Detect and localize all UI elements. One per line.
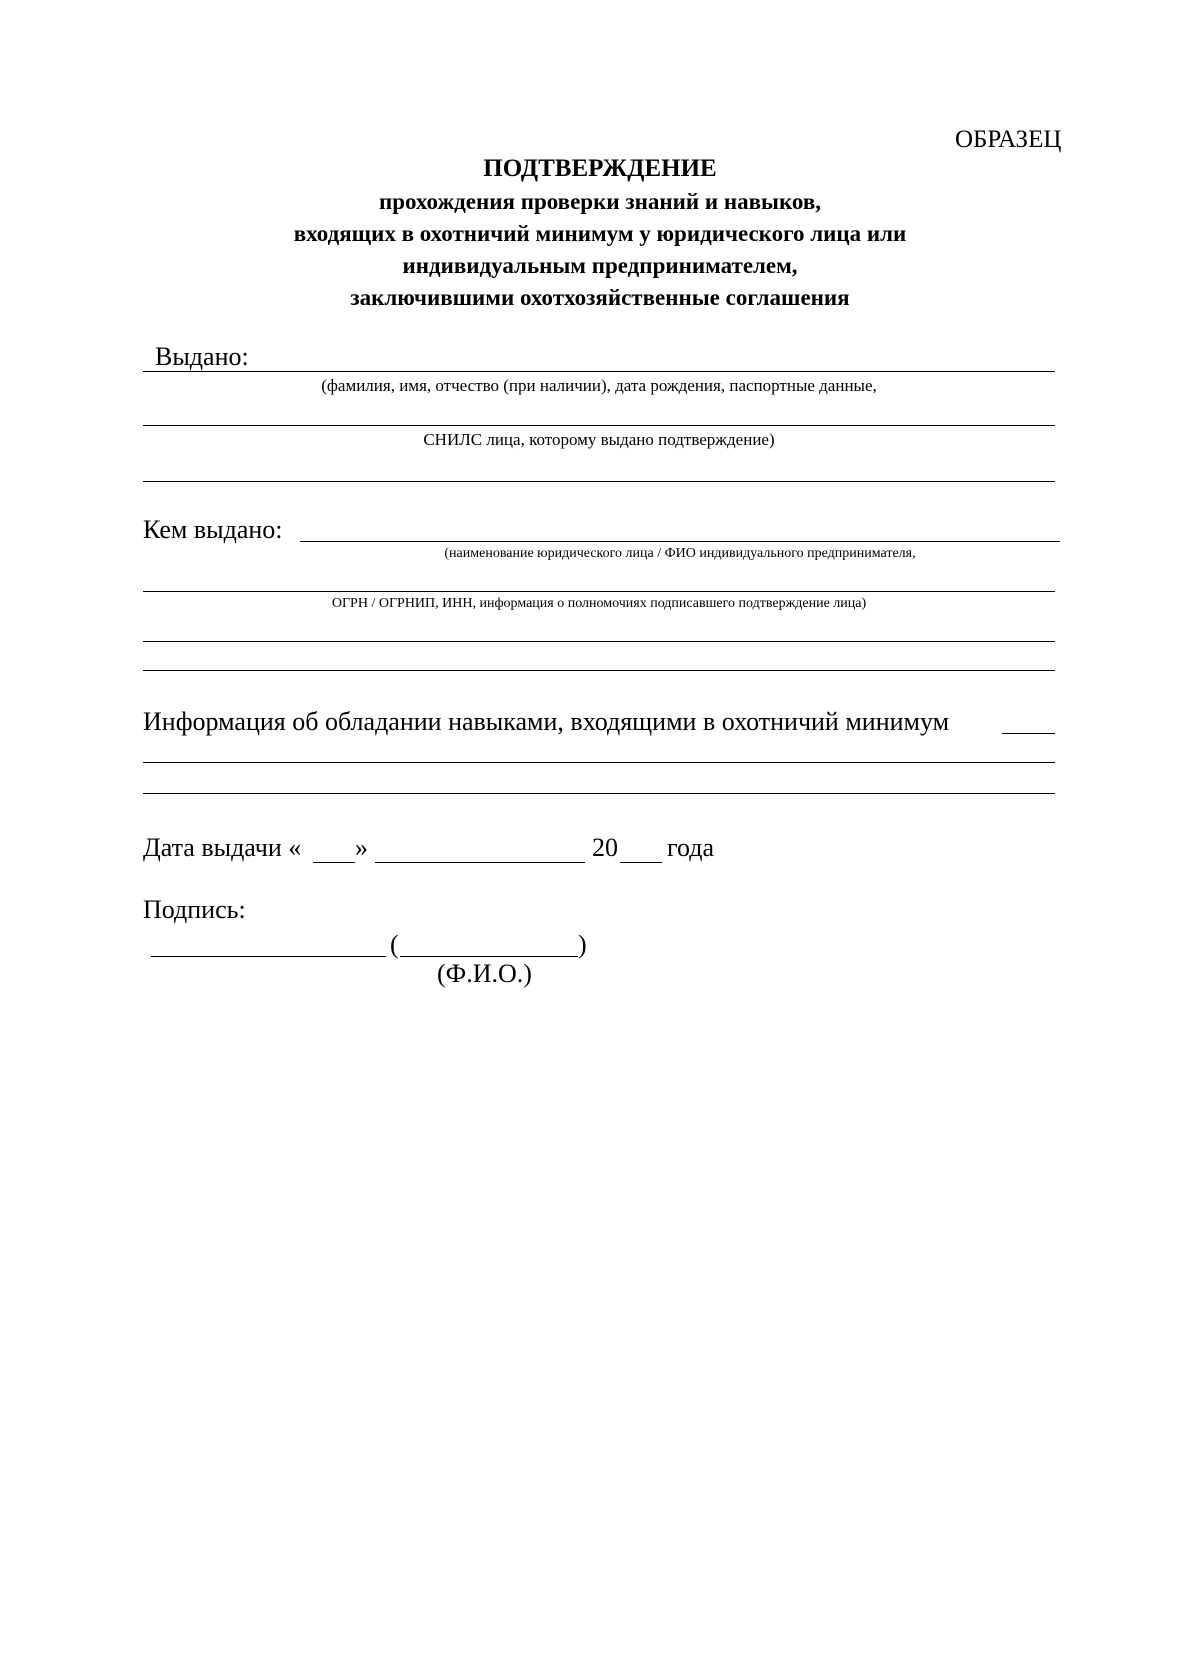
sample-stamp-label: ОБРАЗЕЦ xyxy=(955,126,1062,153)
issued-to-line-1 xyxy=(143,371,1055,372)
issue-year-prefix: 20 xyxy=(592,833,618,862)
issued-by-line-1 xyxy=(300,541,1060,542)
issue-date-label: Дата выдачи « xyxy=(143,833,302,862)
skills-info-label: Информация об обладании навыками, входящими в охотничий минимум xyxy=(143,707,950,736)
issued-to-hint-1: (фамилия, имя, отчество (при наличии), дата рождения, паспортные данные, xyxy=(321,376,877,395)
signature-name-hint: (Ф.И.О.) xyxy=(437,959,532,988)
issued-to-label: Выдано: xyxy=(155,342,249,371)
issued-by-line-2 xyxy=(143,591,1055,592)
issued-to-line-3 xyxy=(143,481,1055,482)
subtitle-line-1: прохождения проверки знаний и навыков, xyxy=(378,189,822,214)
issued-by-hint-1: (наименование юридического лица / ФИО индивидуального предпринимателя, xyxy=(444,546,916,561)
issued-by-hint-2: ОГРН / ОГРНИП, ИНН, информация о полномочиях подписавшего подтверждение лица) xyxy=(331,596,867,611)
issue-day-line xyxy=(313,862,355,863)
issue-date-quote-close: » xyxy=(355,833,368,862)
skills-info-line-1 xyxy=(143,762,1055,763)
document-title: ПОДТВЕРЖДЕНИЕ xyxy=(483,155,717,182)
issued-by-line-4 xyxy=(143,670,1055,671)
signature-line xyxy=(151,956,386,957)
issue-year-suffix: года xyxy=(667,833,715,862)
skills-info-line-2 xyxy=(143,793,1055,794)
signature-paren-close: ) xyxy=(578,930,587,959)
skills-info-line-0 xyxy=(1002,733,1055,734)
subtitle-line-4: заключившими охотхозяйственные соглашения xyxy=(350,285,850,310)
signature-label: Подпись: xyxy=(143,895,246,924)
subtitle-line-2: входящих в охотничий минимум у юридического лица или xyxy=(293,221,907,246)
issued-to-hint-2: СНИЛС лица, которому выдано подтверждение) xyxy=(423,430,775,449)
issue-year-line xyxy=(620,862,662,863)
subtitle-line-3: индивидуальным предпринимателем, xyxy=(402,253,798,278)
signature-name-line xyxy=(400,956,578,957)
issued-by-line-3 xyxy=(143,641,1055,642)
issued-by-label: Кем выдано: xyxy=(143,515,283,544)
issue-month-line xyxy=(375,862,585,863)
issued-to-line-2 xyxy=(143,425,1055,426)
signature-paren-open: ( xyxy=(390,930,399,959)
